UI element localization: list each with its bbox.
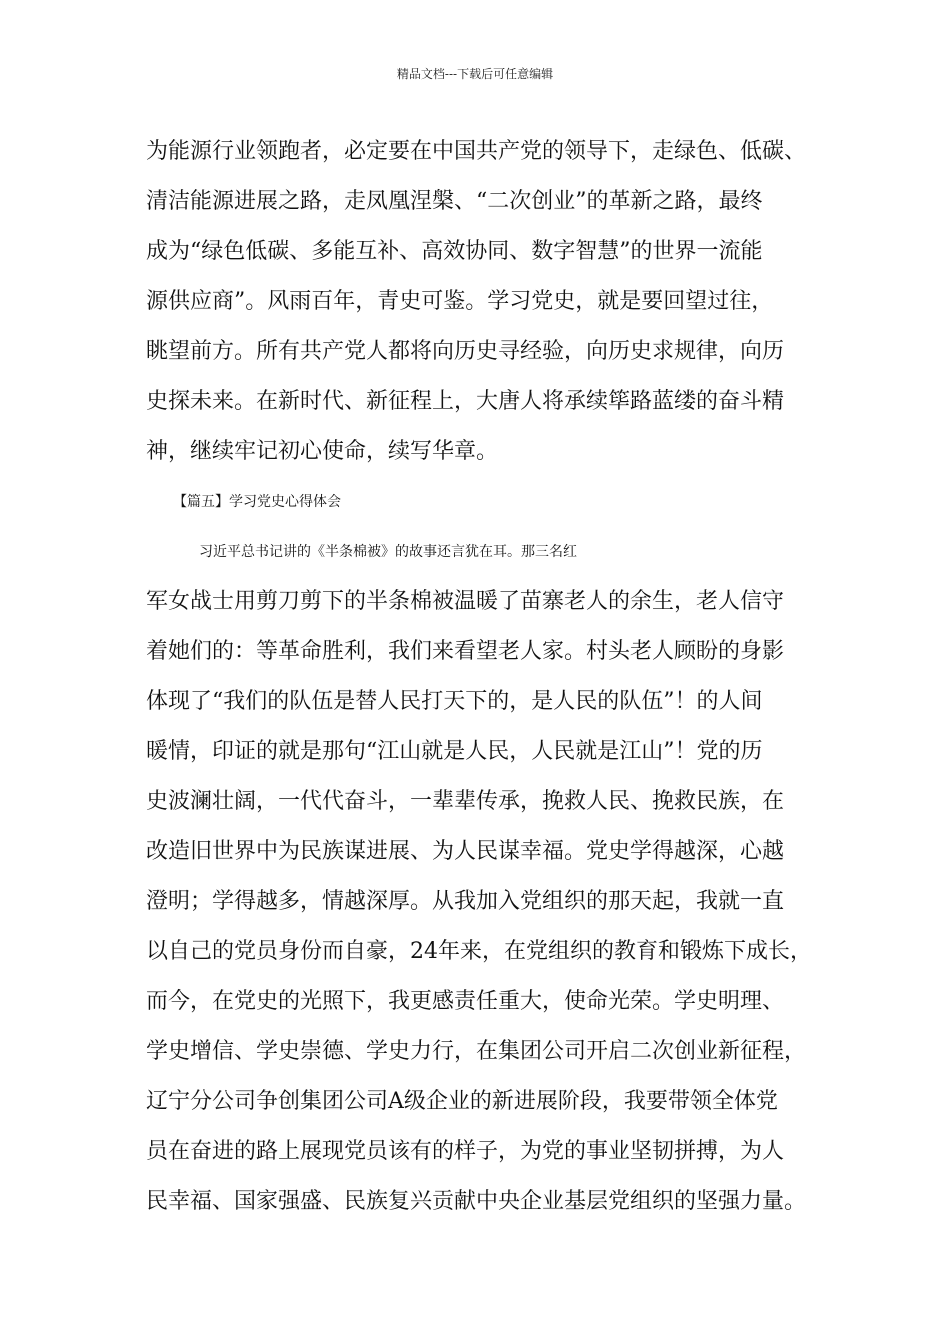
paragraph-line: 以自己的党员身份而自豪，24年来，在党组织的教育和锻炼下成长， [146, 939, 812, 964]
page-header: 精品文档---下载后可任意编辑 [396, 67, 554, 81]
paragraph-line: 辽宁分公司争创集团公司A级企业的新进展阶段，我要带领全体党 [146, 1089, 778, 1114]
paragraph-line: 着她们的：等革命胜利，我们来看望老人家。村头老人顾盼的身影 [146, 639, 785, 664]
paragraph-line: 习近平总书记讲的《半条棉被》的故事还言犹在耳。那三名红 [199, 544, 577, 560]
paragraph-line: 清洁能源进展之路，走凤凰涅槃、“二次创业”的革新之路，最终 [146, 189, 763, 214]
paragraph-line: 史波澜壮阔，一代代奋斗，一辈辈传承，挽救人民、挽救民族，在 [146, 789, 785, 814]
paragraph-line: 军女战士用剪刀剪下的半条棉被温暖了苗寨老人的余生，老人信守 [146, 589, 785, 614]
paragraph-line: 澄明；学得越多，情越深厚。从我加入党组织的那天起，我就一直 [146, 889, 785, 914]
paragraph-line: 神，继续牢记初心使命，续写华章。 [146, 439, 499, 464]
paragraph-line: 体现了“我们的队伍是替人民打天下的，是人民的队伍”！的人间 [146, 689, 763, 714]
paragraph-line: 学史增信、学史崇德、学史力行，在集团公司开启二次创业新征程， [146, 1039, 807, 1064]
paragraph-line: 史探未来。在新时代、新征程上，大唐人将承续筚路蓝缕的奋斗精 [146, 389, 785, 414]
paragraph-line: 暖情，印证的就是那句“江山就是人民，人民就是江山”！党的历 [146, 739, 763, 764]
paragraph-line: 成为“绿色低碳、多能互补、高效协同、数字智慧”的世界一流能 [146, 239, 763, 264]
paragraph-line: 民幸福、国家强盛、民族复兴贡献中央企业基层党组织的坚强力量。 [146, 1189, 807, 1214]
paragraph-line: 而今，在党史的光照下，我更感责任重大，使命光荣。学史明理、 [146, 989, 785, 1014]
paragraph-line: 为能源行业领跑者，必定要在中国共产党的领导下，走绿色、低碳、 [146, 139, 807, 164]
paragraph-line: 员在奋进的路上展现党员该有的样子，为党的事业坚韧拼搏，为人 [146, 1139, 785, 1164]
paragraph-line: 眺望前方。所有共产党人都将向历史寻经验，向历史求规律，向历 [146, 339, 785, 364]
paragraph-line: 改造旧世界中为民族谋进展、为人民谋幸福。党史学得越深，心越 [146, 839, 785, 864]
paragraph-line: 源供应商”。风雨百年，青史可鉴。学习党史，就是要回望过往， [146, 289, 774, 314]
section-heading: 【篇五】学习党史心得体会 [173, 494, 341, 510]
